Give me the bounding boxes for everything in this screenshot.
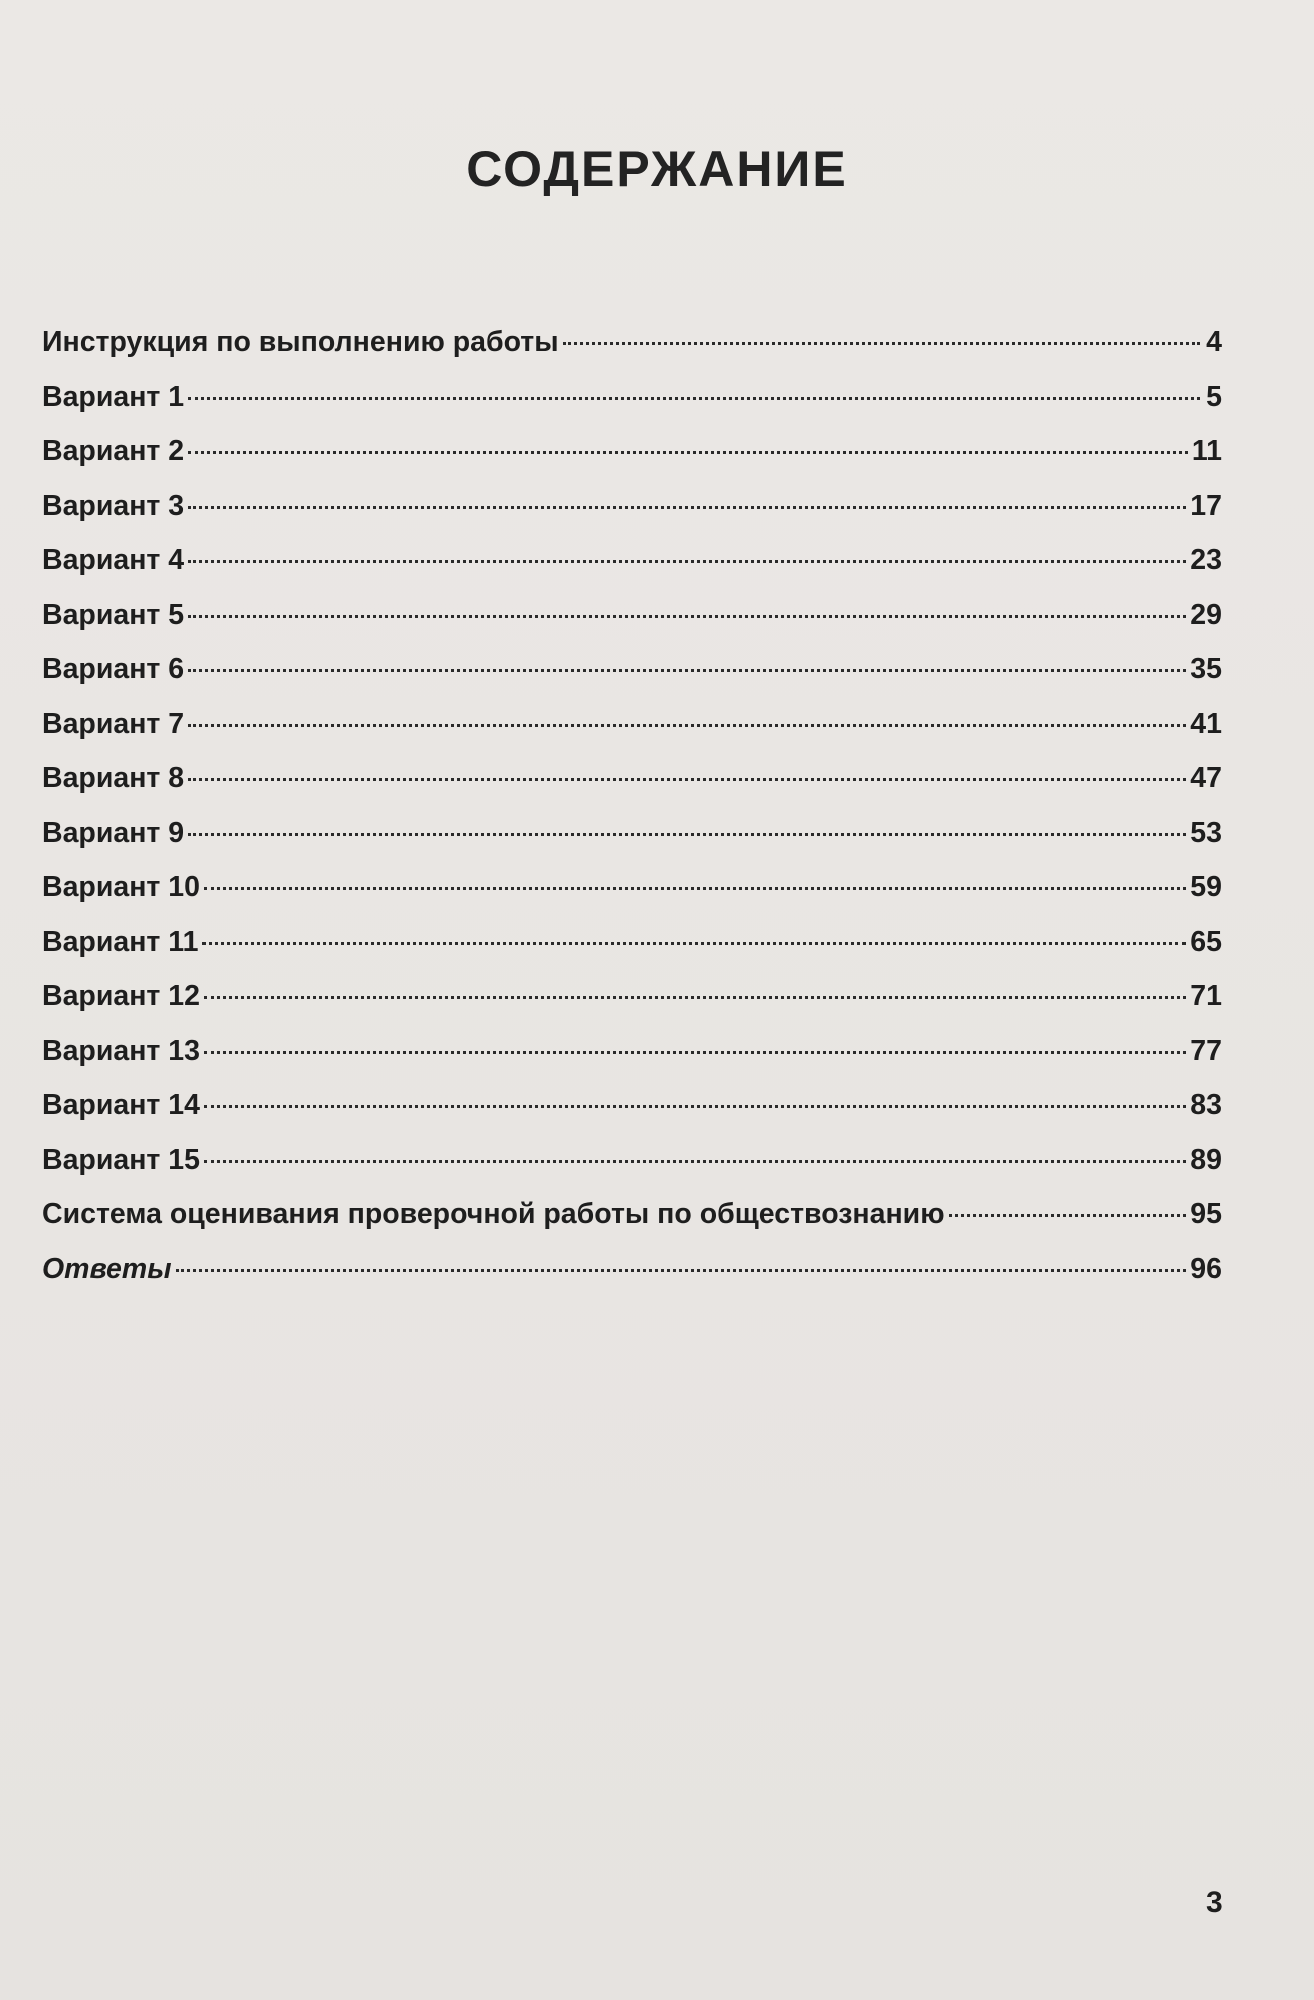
toc-entry-label: Вариант 6 bbox=[42, 653, 185, 685]
toc-entry bbox=[42, 1198, 1222, 1253]
dot-leader bbox=[188, 615, 1186, 618]
toc-entry-label: Вариант 4 bbox=[42, 544, 185, 576]
dot-leader bbox=[188, 451, 1188, 454]
toc-entry bbox=[42, 435, 1222, 490]
toc-entry-page: 53 bbox=[1190, 816, 1222, 849]
toc-entry-page: 47 bbox=[1190, 762, 1222, 794]
page-title: СОДЕРЖАНИЕ bbox=[466, 141, 848, 197]
toc-entry bbox=[42, 1253, 1222, 1308]
dot-leader bbox=[188, 669, 1186, 672]
toc-entry-label: Вариант 5 bbox=[42, 598, 185, 631]
dot-leader bbox=[563, 342, 1200, 345]
toc-entry-label: Вариант 11 bbox=[42, 925, 199, 958]
toc-entry-label: Вариант 7 bbox=[42, 707, 185, 740]
toc-entry bbox=[42, 980, 1222, 1035]
toc-entry-label: Вариант 2 bbox=[42, 435, 185, 467]
toc-entry-label: Вариант 9 bbox=[42, 816, 185, 849]
toc-entry bbox=[42, 326, 1222, 381]
toc-entry-label: Вариант 8 bbox=[42, 762, 185, 794]
dot-leader bbox=[188, 833, 1186, 836]
toc-entry bbox=[42, 544, 1222, 599]
toc-entry-label: Вариант 1 bbox=[42, 380, 185, 413]
toc-entry-page: 96 bbox=[1190, 1252, 1222, 1285]
dot-leader bbox=[188, 397, 1200, 400]
toc-entry-page: 77 bbox=[1190, 1034, 1222, 1067]
toc-entry-label: Система оценивания проверочной работы по обществознанию bbox=[42, 1198, 945, 1230]
toc-entry-label: Вариант 3 bbox=[42, 489, 185, 522]
toc-entry-page: 23 bbox=[1190, 544, 1222, 576]
toc-entry-page: 59 bbox=[1190, 871, 1222, 903]
toc-entry-page: 71 bbox=[1190, 980, 1222, 1012]
toc-entry bbox=[42, 926, 1222, 981]
dot-leader bbox=[188, 560, 1186, 563]
toc-entry-label: Ответы bbox=[42, 1252, 172, 1285]
toc-entry-page: 17 bbox=[1190, 489, 1222, 522]
toc-entry-page: 83 bbox=[1190, 1089, 1222, 1121]
toc-entry-page: 4 bbox=[1206, 326, 1222, 358]
dot-leader bbox=[949, 1214, 1187, 1217]
toc-entry bbox=[42, 1035, 1222, 1090]
dot-leader bbox=[188, 506, 1186, 509]
dot-leader bbox=[188, 724, 1186, 727]
toc-entry-label: Вариант 10 bbox=[42, 871, 201, 903]
toc-entry-page: 41 bbox=[1190, 707, 1222, 740]
toc-entry bbox=[42, 708, 1222, 763]
dot-leader bbox=[204, 1105, 1186, 1108]
toc-entry-page: 35 bbox=[1190, 653, 1222, 685]
toc-entry-label: Вариант 13 bbox=[42, 1034, 201, 1067]
dot-leader bbox=[202, 942, 1186, 945]
toc-entry-page: 29 bbox=[1190, 598, 1222, 631]
toc-entry bbox=[42, 599, 1222, 654]
toc-entry bbox=[42, 762, 1222, 817]
toc-entry-page: 65 bbox=[1190, 925, 1222, 958]
toc-entry bbox=[42, 490, 1222, 545]
toc-entry-page: 95 bbox=[1190, 1198, 1222, 1230]
toc-entry bbox=[42, 817, 1222, 872]
toc-entry bbox=[42, 381, 1222, 436]
dot-leader bbox=[176, 1269, 1187, 1272]
dot-leader bbox=[204, 1051, 1186, 1054]
toc-entry bbox=[42, 653, 1222, 708]
toc-entry bbox=[42, 1089, 1222, 1144]
toc-entry-page: 89 bbox=[1190, 1143, 1222, 1176]
toc-entry-label: Инструкция по выполнению работы bbox=[42, 326, 559, 358]
toc-entry-page: 11 bbox=[1191, 435, 1222, 467]
toc-entry-label: Вариант 12 bbox=[42, 980, 201, 1012]
toc-entry bbox=[42, 1144, 1222, 1199]
toc-entry-label: Вариант 15 bbox=[42, 1143, 201, 1176]
dot-leader bbox=[204, 1160, 1186, 1163]
toc-entry-label: Вариант 14 bbox=[42, 1089, 201, 1121]
dot-leader bbox=[204, 996, 1186, 999]
table-of-contents bbox=[42, 326, 1222, 1307]
dot-leader bbox=[188, 778, 1186, 781]
page-number: 3 bbox=[1206, 1886, 1223, 1919]
toc-entry bbox=[42, 871, 1222, 926]
toc-entry-page: 5 bbox=[1206, 380, 1222, 413]
dot-leader bbox=[204, 887, 1186, 890]
